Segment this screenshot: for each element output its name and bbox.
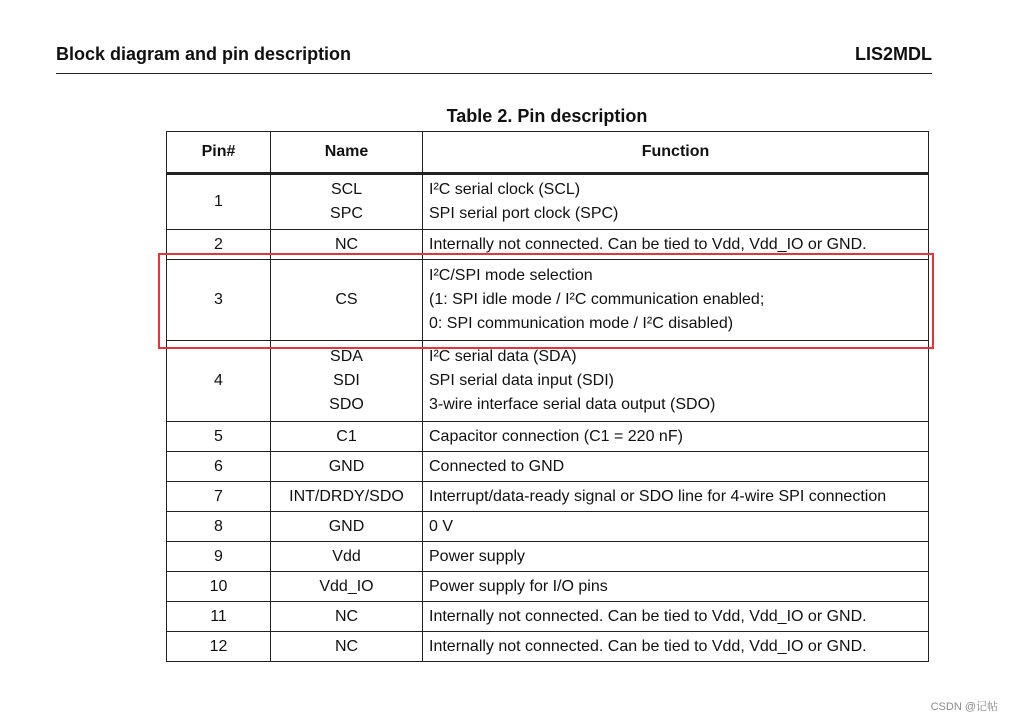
pin-name-cell bbox=[271, 572, 423, 602]
table-row bbox=[167, 512, 929, 542]
pin-name: NC bbox=[334, 235, 359, 253]
pin-name: CS bbox=[335, 291, 358, 308]
pin-name-cell bbox=[271, 602, 423, 632]
table-row bbox=[167, 482, 929, 512]
pin-function: (1: SPI idle mode / I²C communication enabled; bbox=[429, 291, 765, 308]
pin-name: Vdd bbox=[332, 547, 361, 565]
pin-function: Internally not connected. Can be tied to Vdd, Vdd_IO or GND. bbox=[429, 637, 867, 655]
pin-name: NC bbox=[334, 637, 359, 655]
pin-name-cell bbox=[271, 452, 423, 482]
pin-function: SPI serial data input (SDI) bbox=[429, 372, 614, 389]
pin-number: 11 bbox=[167, 602, 271, 632]
pin-function: I²C serial clock (SCL) bbox=[429, 181, 581, 198]
pin-function-cell bbox=[423, 632, 929, 662]
table-row bbox=[167, 174, 929, 230]
pin-name: C1 bbox=[336, 427, 357, 445]
pin-function-cell bbox=[423, 482, 929, 512]
pin-number: 9 bbox=[167, 542, 271, 572]
table-row bbox=[167, 422, 929, 452]
pin-name: SDI bbox=[333, 372, 360, 389]
pin-name: GND bbox=[328, 457, 365, 475]
pin-number: 12 bbox=[167, 632, 271, 662]
pin-description-table bbox=[166, 131, 929, 662]
pin-number: 5 bbox=[167, 422, 271, 452]
pin-function-cell bbox=[423, 341, 929, 422]
table-row bbox=[167, 602, 929, 632]
pin-function-cell bbox=[423, 422, 929, 452]
table-caption: Table 2. Pin description bbox=[446, 106, 648, 126]
pin-number: 10 bbox=[167, 572, 271, 602]
pin-number: 1 bbox=[167, 174, 271, 230]
pin-function: Power supply bbox=[429, 547, 526, 565]
pin-name-cell bbox=[271, 632, 423, 662]
pin-name-cell bbox=[271, 174, 423, 230]
pin-function: Internally not connected. Can be tied to Vdd, Vdd_IO or GND. bbox=[429, 607, 867, 625]
pin-number: 2 bbox=[167, 230, 271, 260]
pin-name: SCL bbox=[330, 181, 363, 198]
table-header-row bbox=[167, 132, 929, 174]
pin-function-cell bbox=[423, 512, 929, 542]
pin-name-cell bbox=[271, 542, 423, 572]
pin-name: GND bbox=[328, 517, 365, 535]
watermark-text: CSDN @记帖 bbox=[930, 701, 998, 713]
table-row bbox=[167, 542, 929, 572]
pin-function-cell bbox=[423, 452, 929, 482]
pin-number: 7 bbox=[167, 482, 271, 512]
pin-number: 6 bbox=[167, 452, 271, 482]
pin-function: I²C serial data (SDA) bbox=[429, 348, 577, 365]
pin-function: SPI serial port clock (SPC) bbox=[429, 205, 619, 222]
highlight-box bbox=[158, 253, 934, 349]
pin-name-cell bbox=[271, 341, 423, 422]
pin-function: 0: SPI communication mode / I²C disabled) bbox=[429, 315, 734, 332]
pin-function: Connected to GND bbox=[429, 457, 565, 475]
pin-function: Internally not connected. Can be tied to Vdd, Vdd_IO or GND. bbox=[429, 235, 867, 253]
pin-function: 3-wire interface serial data output (SDO) bbox=[429, 396, 716, 413]
pin-name: SPC bbox=[330, 205, 363, 222]
pin-function: Power supply for I/O pins bbox=[429, 577, 608, 595]
pin-name: Vdd_IO bbox=[319, 577, 374, 595]
pin-function: 0 V bbox=[429, 517, 454, 535]
pin-function-cell bbox=[423, 602, 929, 632]
pin-function: Capacitor connection (C1 = 220 nF) bbox=[429, 427, 683, 445]
pin-name-cell bbox=[271, 422, 423, 452]
column-header-name: Name bbox=[271, 132, 423, 174]
pin-function-cell bbox=[423, 174, 929, 230]
pin-name-cell bbox=[271, 512, 423, 542]
pin-function: Interrupt/data-ready signal or SDO line for 4-wire SPI connection bbox=[429, 487, 887, 505]
pin-name: SDO bbox=[329, 396, 364, 413]
pin-name: INT/DRDY/SDO bbox=[289, 487, 404, 505]
document-id: LIS2MDL bbox=[854, 44, 932, 64]
column-header-pin: Pin# bbox=[167, 132, 271, 174]
pin-function: I²C/SPI mode selection bbox=[429, 267, 593, 284]
column-header-function: Function bbox=[423, 132, 929, 174]
table-row bbox=[167, 572, 929, 602]
pin-name: SDA bbox=[330, 348, 363, 365]
page-header bbox=[56, 42, 932, 74]
table-row bbox=[167, 452, 929, 482]
pin-function-cell bbox=[423, 542, 929, 572]
section-title: Block diagram and pin description bbox=[56, 44, 352, 64]
pin-number: 8 bbox=[167, 512, 271, 542]
table-row bbox=[167, 632, 929, 662]
pin-name-cell bbox=[271, 482, 423, 512]
pin-name: NC bbox=[334, 607, 359, 625]
pin-number: 3 bbox=[167, 260, 271, 341]
table-row bbox=[167, 341, 929, 422]
pin-number: 4 bbox=[167, 341, 271, 422]
pin-function-cell bbox=[423, 572, 929, 602]
